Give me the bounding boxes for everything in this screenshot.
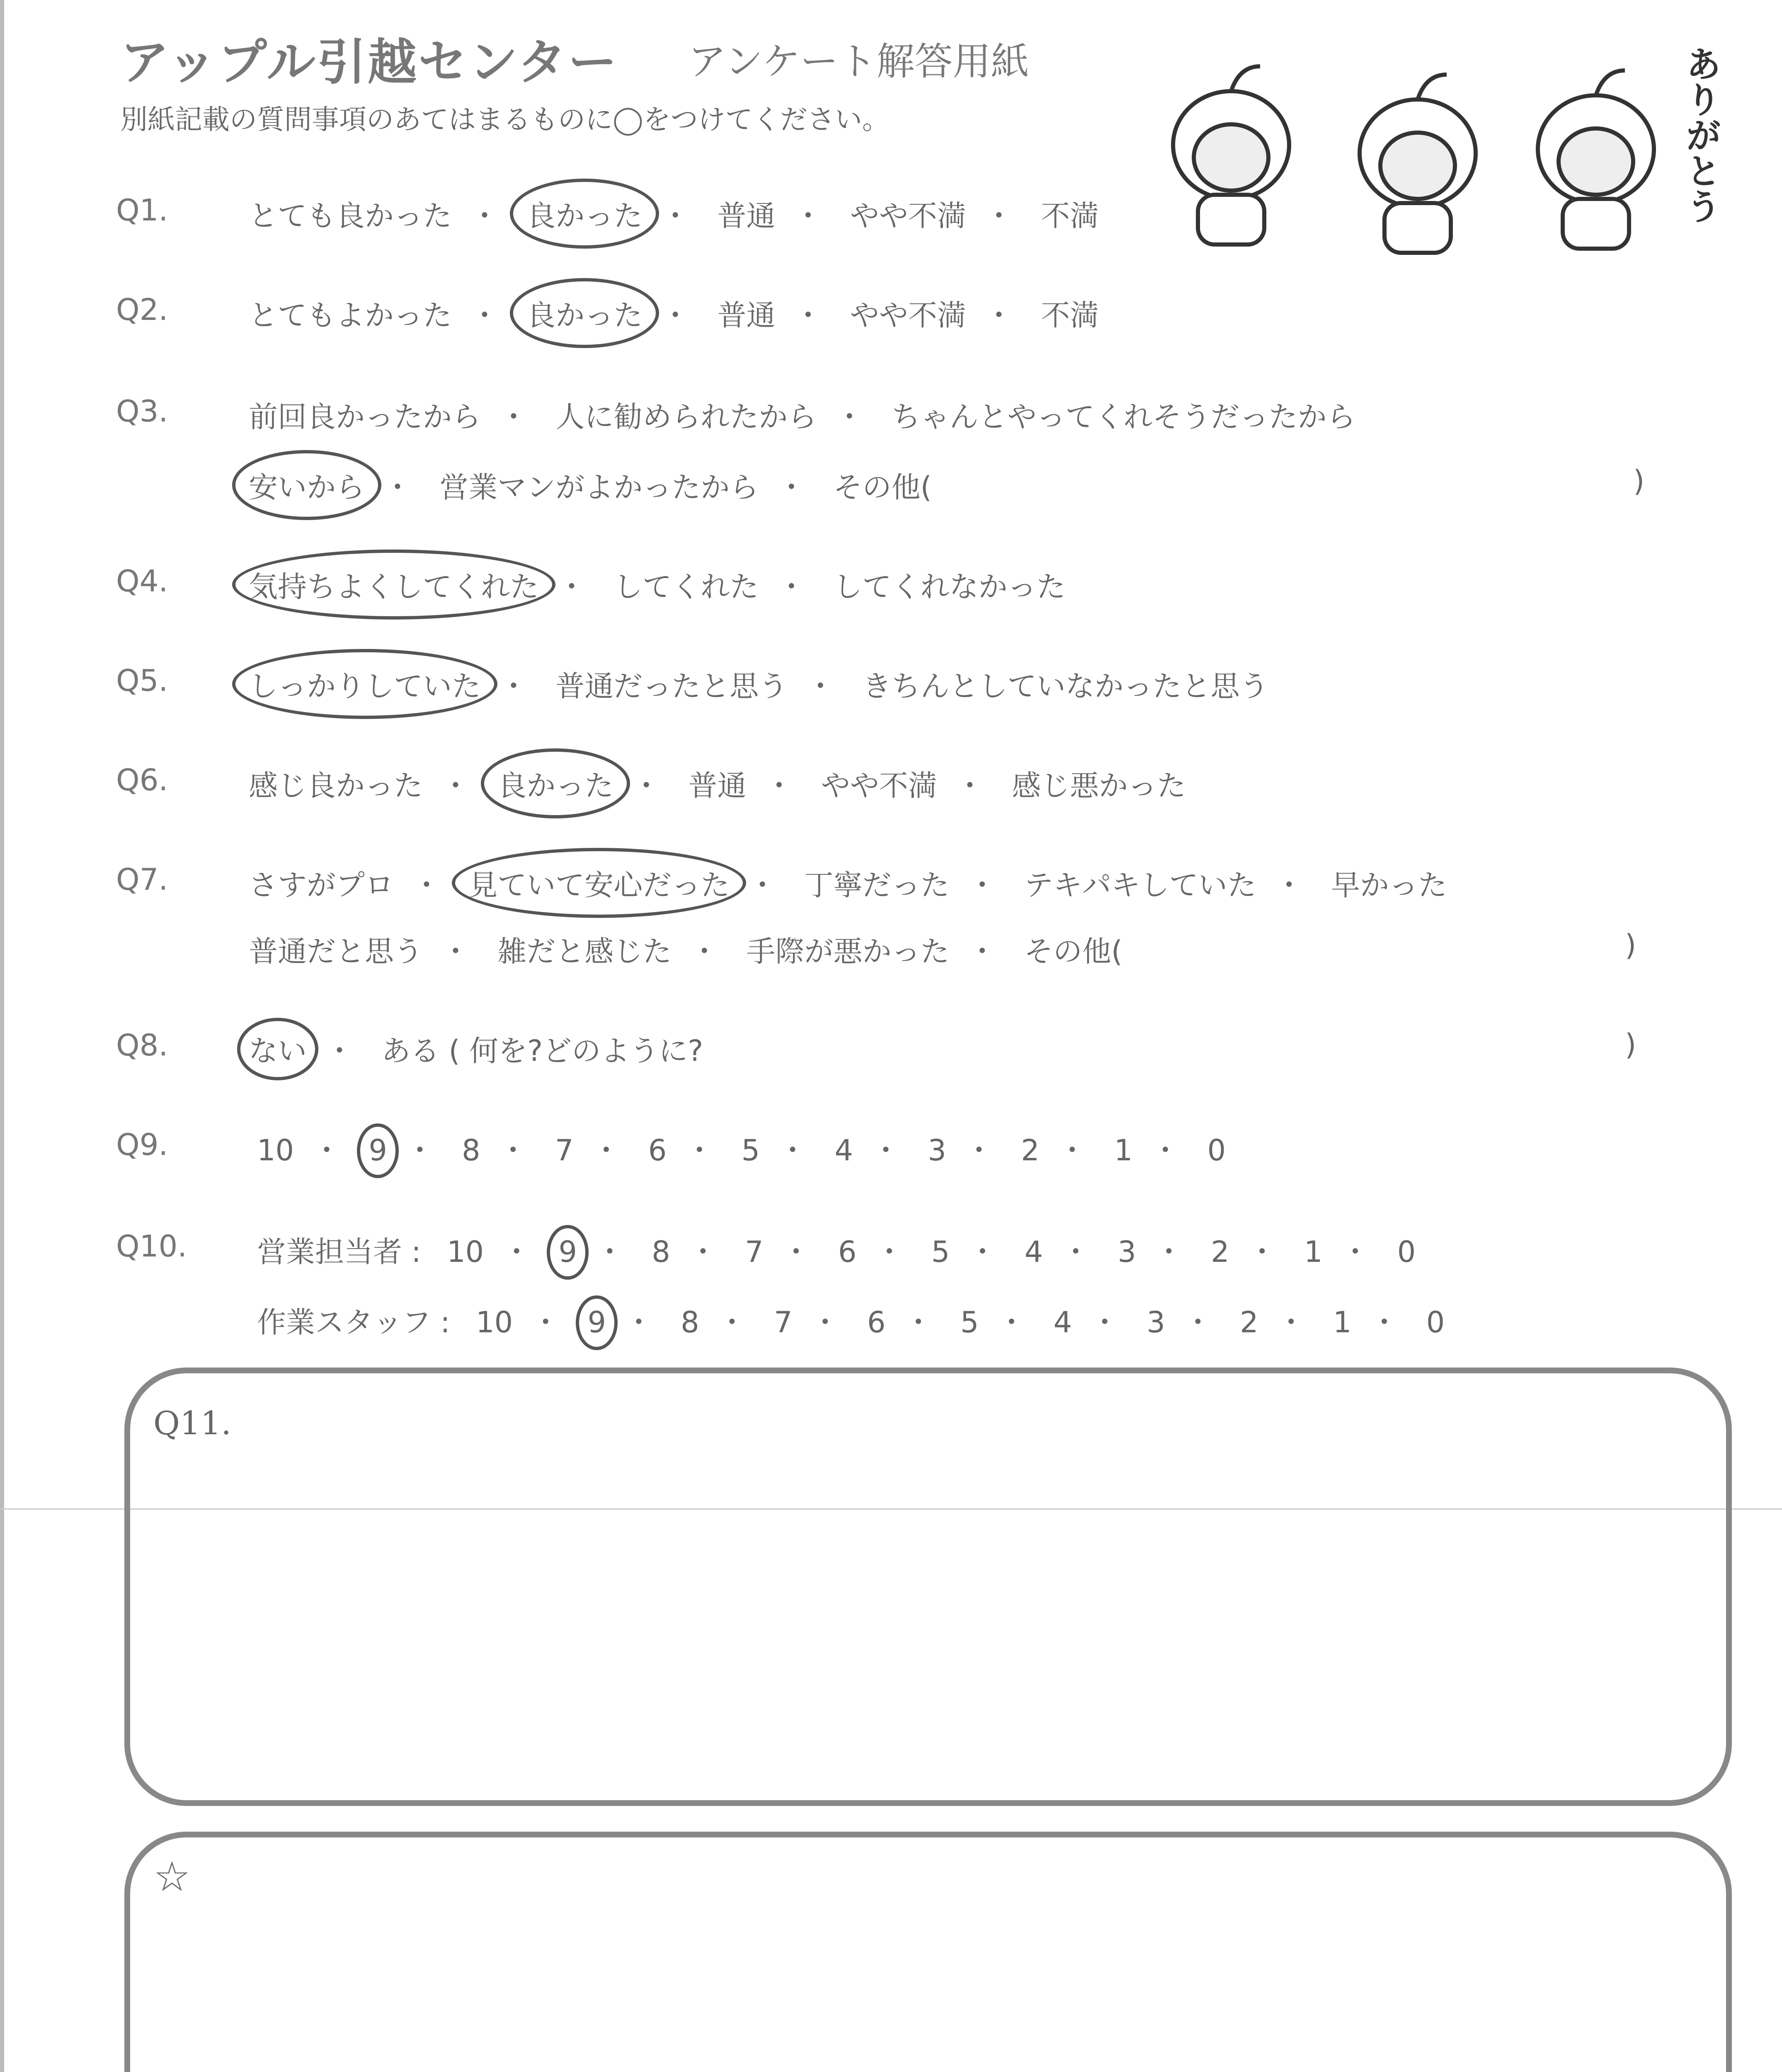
q10-staff-score[interactable]: 6	[867, 1305, 886, 1339]
q7-option[interactable]: 手際が悪かった	[746, 934, 950, 968]
q1-option[interactable]: やや不満	[850, 199, 966, 233]
sheet-subtitle: アンケート解答用紙	[688, 39, 1029, 84]
q10-staff-label: 作業スタッフ :	[257, 1305, 450, 1339]
q9-score[interactable]: 3	[928, 1133, 946, 1167]
q9-score[interactable]: 5	[741, 1133, 760, 1167]
q2-option-selected[interactable]: 良かった	[526, 292, 642, 334]
q10-staff-row: 作業スタッフ : 10 ・ 9 ・ 8 ・ 7 ・ 6 ・ 5 ・ 4 ・ 3 ・ 2 ・ 1 ・ 0	[257, 1299, 1445, 1341]
q3-option-selected[interactable]: 安いから	[249, 464, 365, 506]
q10-staff-score[interactable]: 2	[1240, 1305, 1258, 1339]
q7-option[interactable]: 早かった	[1331, 868, 1447, 902]
q3-option[interactable]: 前回良かったから	[249, 400, 481, 434]
q7-close-paren: )	[1625, 928, 1637, 962]
monkey-icon	[1360, 75, 1476, 253]
q1-options: とても良かった ・ 良かった ・ 普通 ・ やや不満 ・ 不満	[249, 193, 1099, 235]
q10-staff-score-selected[interactable]: 9	[587, 1305, 606, 1339]
q10-staff-score[interactable]: 0	[1426, 1305, 1445, 1339]
q5-number: Q5.	[116, 663, 168, 698]
monkey-icon	[1173, 66, 1289, 244]
q1-option[interactable]: 不満	[1041, 199, 1099, 233]
q9-scale: 10 ・ 9 ・ 8 ・ 7 ・ 6 ・ 5 ・ 4 ・ 3 ・ 2 ・ 1 ・ 0	[257, 1133, 1226, 1167]
company-title: アップル引越センター	[120, 34, 619, 91]
q7-option-selected[interactable]: 見ていて安心だった	[468, 862, 730, 904]
scan-edge	[0, 0, 4, 2072]
q6-options: 感じ良かった ・ 良かった ・ 普通 ・ やや不満 ・ 感じ悪かった	[249, 762, 1186, 804]
q9-number: Q9.	[116, 1127, 168, 1162]
q3-number: Q3.	[116, 394, 168, 428]
thanks-text: ありがとう	[1680, 46, 1721, 224]
q3-options-line2: 安いから ・ 営業マンがよかったから ・ その他(	[249, 464, 932, 506]
instruction-text: 別紙記載の質問事項のあてはまるものに◯をつけてください。	[120, 104, 890, 136]
q8-number: Q8.	[116, 1028, 168, 1063]
q10-sales-label: 営業担当者 :	[257, 1235, 421, 1269]
q7-option[interactable]: さすがプロ	[249, 868, 394, 902]
q10-number: Q10.	[116, 1229, 187, 1264]
q3-options-line1: 前回良かったから ・ 人に勧められたから ・ ちゃんとやってくれそうだったから	[249, 394, 1356, 436]
q10-sales-score[interactable]: 2	[1211, 1235, 1229, 1269]
q10-staff-score[interactable]: 5	[960, 1305, 979, 1339]
q6-option[interactable]: やや不満	[821, 769, 937, 803]
q9-score[interactable]: 2	[1021, 1133, 1040, 1167]
q4-options: 気持ちよくしてくれた ・ してくれた ・ してくれなかった	[249, 564, 1066, 605]
q10-sales-row: 営業担当者 : 10 ・ 9 ・ 8 ・ 7 ・ 6 ・ 5 ・ 4 ・ 3 ・ 2 ・ 1 ・ 0	[257, 1229, 1416, 1271]
q3-option[interactable]: 営業マンがよかったから	[439, 470, 759, 504]
monkey-mascots-illustration	[1148, 29, 1712, 261]
q3-option[interactable]: ちゃんとやってくれそうだったから	[891, 400, 1356, 434]
q2-options: とてもよかった ・ 良かった ・ 普通 ・ やや不満 ・ 不満	[249, 292, 1099, 334]
q11-label: Q11.	[153, 1405, 231, 1442]
q5-options: しっかりしていた ・ 普通だったと思う ・ きちんとしていなかったと思う	[249, 663, 1269, 705]
q1-number: Q1.	[116, 193, 168, 228]
q6-option[interactable]: 普通	[688, 769, 747, 803]
q8-option-selected[interactable]: ない	[249, 1028, 307, 1070]
q1-option-selected[interactable]: 良かった	[526, 193, 642, 235]
q4-option[interactable]: してくれなかった	[833, 570, 1066, 604]
q10-staff-score[interactable]: 8	[681, 1305, 699, 1339]
q10-sales-score[interactable]: 7	[745, 1235, 764, 1269]
q9-score[interactable]: 7	[555, 1133, 574, 1167]
q10-sales-score-selected[interactable]: 9	[558, 1235, 577, 1269]
monkey-icon	[1538, 70, 1654, 249]
q9-score[interactable]: 1	[1114, 1133, 1133, 1167]
q10-staff-score[interactable]: 10	[476, 1305, 513, 1339]
q7-option[interactable]: 雑だと感じた	[497, 934, 672, 968]
q5-option[interactable]: 普通だったと思う	[555, 669, 788, 703]
q6-option-selected[interactable]: 良かった	[497, 762, 613, 804]
q4-option[interactable]: してくれた	[613, 570, 759, 604]
star-comment-box[interactable]	[124, 1832, 1732, 2072]
q10-staff-score[interactable]: 4	[1053, 1305, 1072, 1339]
q2-option[interactable]: 普通	[717, 298, 776, 332]
q3-option[interactable]: 人に勧められたから	[555, 400, 817, 434]
q9-score[interactable]: 4	[834, 1133, 853, 1167]
q10-sales-score[interactable]: 5	[931, 1235, 950, 1269]
q2-number: Q2.	[116, 292, 168, 327]
q11-comment-box[interactable]	[124, 1368, 1732, 1806]
q6-option[interactable]: 感じ悪かった	[1012, 769, 1186, 803]
q10-staff-score[interactable]: 1	[1333, 1305, 1352, 1339]
q8-close-paren: )	[1625, 1028, 1637, 1062]
q5-option-selected[interactable]: しっかりしていた	[249, 663, 481, 705]
star-icon: ☆	[153, 1852, 191, 1901]
q4-option-selected[interactable]: 気持ちよくしてくれた	[249, 564, 539, 605]
q10-staff-score[interactable]: 7	[774, 1305, 793, 1339]
q7-option[interactable]: テキパキしていた	[1024, 868, 1256, 902]
q1-option[interactable]: とても良かった	[249, 199, 452, 233]
q9-score[interactable]: 10	[257, 1133, 294, 1167]
q7-option-other[interactable]: その他(	[1024, 934, 1123, 968]
q10-sales-score[interactable]: 10	[447, 1235, 484, 1269]
q8-options: ない ・ ある ( 何を?どのように?	[249, 1028, 703, 1070]
q4-number: Q4.	[116, 564, 168, 598]
q9-score-selected[interactable]: 9	[369, 1133, 387, 1167]
q10-sales-score[interactable]: 0	[1397, 1235, 1416, 1269]
q6-option[interactable]: 感じ良かった	[249, 769, 423, 803]
q1-option[interactable]: 普通	[717, 199, 776, 233]
q9-score[interactable]: 6	[648, 1133, 667, 1167]
q7-option[interactable]: 普通だと思う	[249, 934, 423, 968]
q6-number: Q6.	[116, 762, 168, 797]
q7-options-line1: さすがプロ ・ 見ていて安心だった ・ 丁寧だった ・ テキパキしていた ・ 早かった	[249, 862, 1447, 904]
q10-sales-score[interactable]: 8	[652, 1235, 670, 1269]
q10-sales-score[interactable]: 3	[1118, 1235, 1136, 1269]
q10-sales-score[interactable]: 4	[1024, 1235, 1043, 1269]
q9-score[interactable]: 8	[462, 1133, 480, 1167]
q2-option[interactable]: 不満	[1041, 298, 1099, 332]
q9-score[interactable]: 0	[1207, 1133, 1226, 1167]
q10-staff-score[interactable]: 3	[1147, 1305, 1165, 1339]
q8-option[interactable]: ある ( 何を?どのように?	[381, 1034, 703, 1068]
q7-option[interactable]: 丁寧だった	[804, 868, 950, 902]
q2-option[interactable]: やや不満	[850, 298, 966, 332]
q3-option-other[interactable]: その他(	[833, 470, 932, 504]
q7-number: Q7.	[116, 862, 168, 897]
q2-option[interactable]: とてもよかった	[249, 298, 452, 332]
q3-close-paren: )	[1633, 464, 1645, 498]
q10-sales-score[interactable]: 6	[838, 1235, 857, 1269]
q5-option[interactable]: きちんとしていなかったと思う	[862, 669, 1269, 703]
q7-options-line2: 普通だと思う ・ 雑だと感じた ・ 手際が悪かった ・ その他(	[249, 928, 1123, 970]
q10-sales-score[interactable]: 1	[1304, 1235, 1323, 1269]
